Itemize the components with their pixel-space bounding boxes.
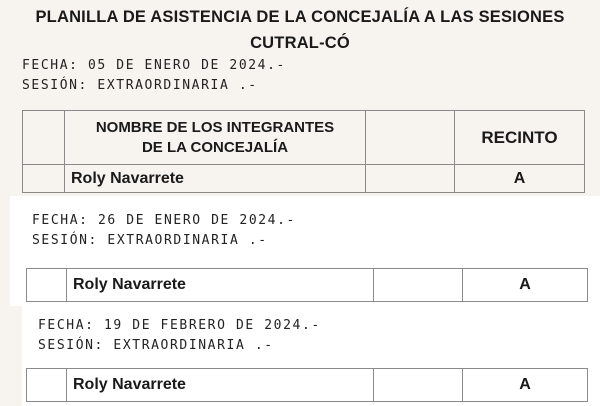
index-header-cell xyxy=(23,111,65,165)
blank-cell xyxy=(374,269,463,302)
title-line-2: CUTRAL-CÓ xyxy=(250,34,350,52)
table-row xyxy=(23,165,585,193)
session-1-date: FECHA: 05 DE ENERO DE 2024.- xyxy=(22,58,286,73)
session-2-info xyxy=(32,211,296,251)
index-cell xyxy=(27,269,67,302)
session-2-table xyxy=(26,268,588,302)
table-header-row xyxy=(23,111,585,165)
name-header-line-2: DE LA CONCEJALÍA xyxy=(141,138,289,156)
recinto-header-cell: RECINTO xyxy=(455,111,585,165)
table-row xyxy=(27,269,588,302)
blank-cell xyxy=(374,369,463,402)
table-row xyxy=(27,369,588,402)
session-2-date: FECHA: 26 DE ENERO DE 2024.- xyxy=(32,213,296,228)
session-3-type: SESIÓN: EXTRAORDINARIA .- xyxy=(38,338,274,353)
session-1-info xyxy=(22,56,286,96)
session-3-table xyxy=(26,368,588,402)
recinto-cell: A xyxy=(463,269,588,302)
member-name-cell: Roly Navarrete xyxy=(67,269,374,302)
session-3-date: FECHA: 19 DE FEBRERO DE 2024.- xyxy=(38,318,321,333)
session-1-type: SESIÓN: EXTRAORDINARIA .- xyxy=(22,78,258,93)
name-header-cell xyxy=(65,111,366,165)
recinto-cell: A xyxy=(463,369,588,402)
page-title xyxy=(0,4,600,56)
session-2-type: SESIÓN: EXTRAORDINARIA .- xyxy=(32,233,268,248)
index-cell xyxy=(27,369,67,402)
session-3-info xyxy=(38,316,321,356)
session-1-table xyxy=(22,110,585,193)
blank-header-cell xyxy=(366,111,455,165)
name-header-line-1: NOMBRE DE LOS INTEGRANTES xyxy=(95,118,335,136)
title-line-1: PLANILLA DE ASISTENCIA DE LA CONCEJALÍA A LAS SESIONES xyxy=(35,8,565,26)
member-name-cell: Roly Navarrete xyxy=(65,165,366,193)
index-cell xyxy=(23,165,65,193)
member-name-cell: Roly Navarrete xyxy=(67,369,374,402)
blank-cell xyxy=(366,165,455,193)
recinto-cell: A xyxy=(455,165,585,193)
